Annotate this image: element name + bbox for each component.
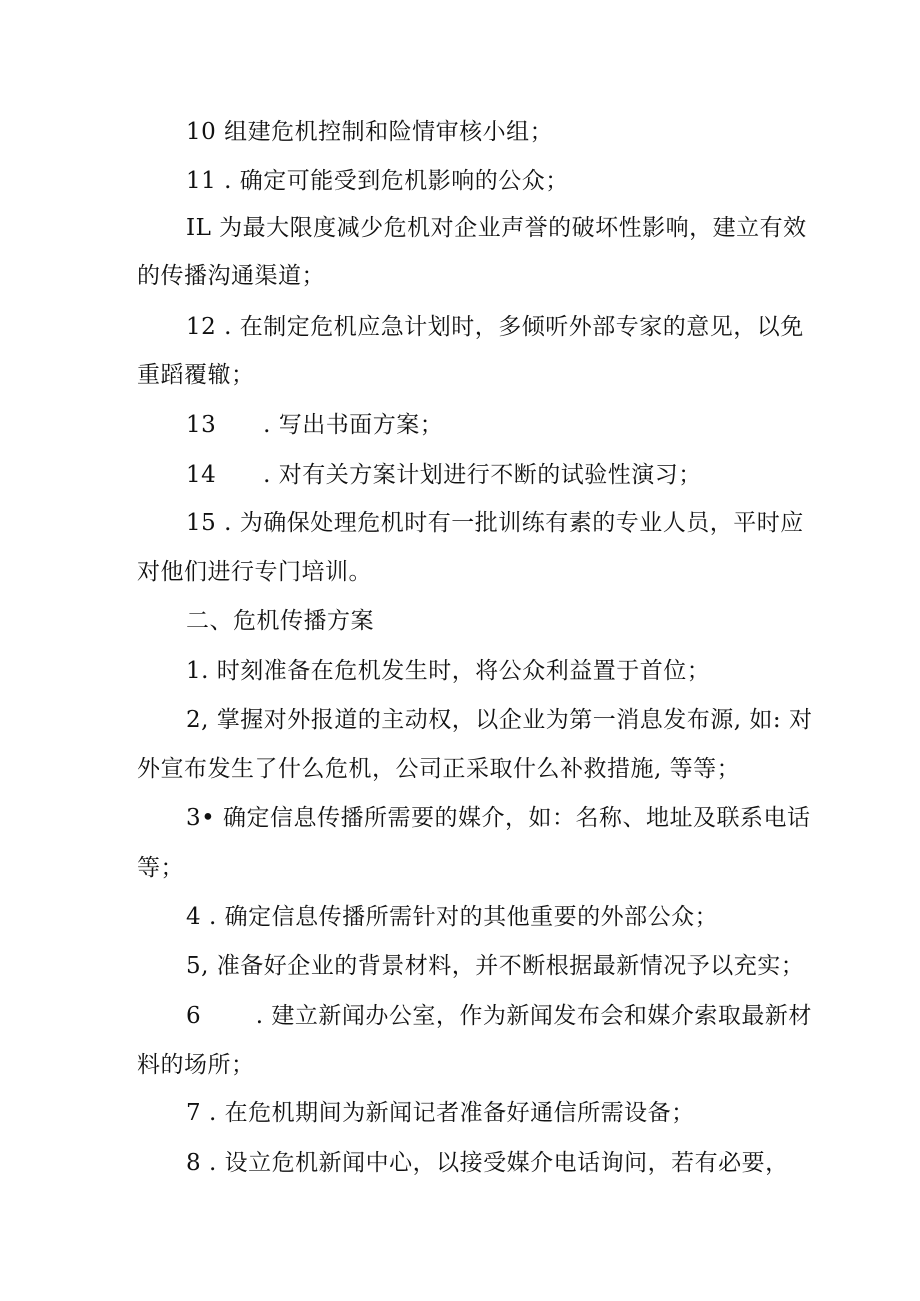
text-line: 8 . 设立危机新闻中心，以接受媒介电话询问，若有必要， (186, 1150, 789, 1176)
text-line: 14 . 对有关方案计划进行不断的试验性演习； (186, 462, 702, 488)
text-line: 6 . 建立新闻办公室，作为新闻发布会和媒介索取最新材 (186, 1003, 812, 1029)
section-heading: 二、危机传播方案 (186, 608, 374, 634)
text-line: 的传播沟通渠道； (137, 263, 325, 289)
text-line: 5, 准备好企业的背景材料，并不断根据最新情况予以充实； (186, 953, 805, 979)
text-line: 料的场所； (137, 1052, 255, 1078)
text-line: 等； (137, 855, 184, 881)
text-line: 2, 掌握对外报道的主动权，以企业为第一消息发布源, 如: 对 (186, 707, 813, 733)
text-line: 12 . 在制定危机应急计划时，多倾听外部专家的意见，以免 (186, 314, 804, 340)
text-line: 13 . 写出书面方案； (186, 412, 444, 438)
text-line: 1. 时刻准备在危机发生时，将公众利益置于首位； (186, 658, 711, 684)
text-line: 4 . 确定信息传播所需针对的其他重要的外部公众； (186, 904, 719, 930)
text-line: 10 组建危机控制和险情审核小组； (186, 119, 554, 145)
text-line: 外宣布发生了什么危机，公司正采取什么补救措施, 等等； (137, 756, 741, 782)
text-line: IL 为最大限度减少危机对企业声誉的破坏性影响，建立有效 (186, 215, 807, 241)
text-line: 11 . 确定可能受到危机影响的公众； (186, 168, 569, 194)
text-line: 重蹈覆辙； (137, 362, 255, 388)
text-line: 对他们进行专门培训。 (137, 559, 372, 585)
text-line: 7 . 在危机期间为新闻记者准备好通信所需设备； (186, 1100, 695, 1126)
text-line: 3• 确定信息传播所需要的媒介，如：名称、地址及联系电话 (186, 805, 811, 831)
text-line: 15 . 为确保处理危机时有一批训练有素的专业人员，平时应 (186, 510, 804, 536)
